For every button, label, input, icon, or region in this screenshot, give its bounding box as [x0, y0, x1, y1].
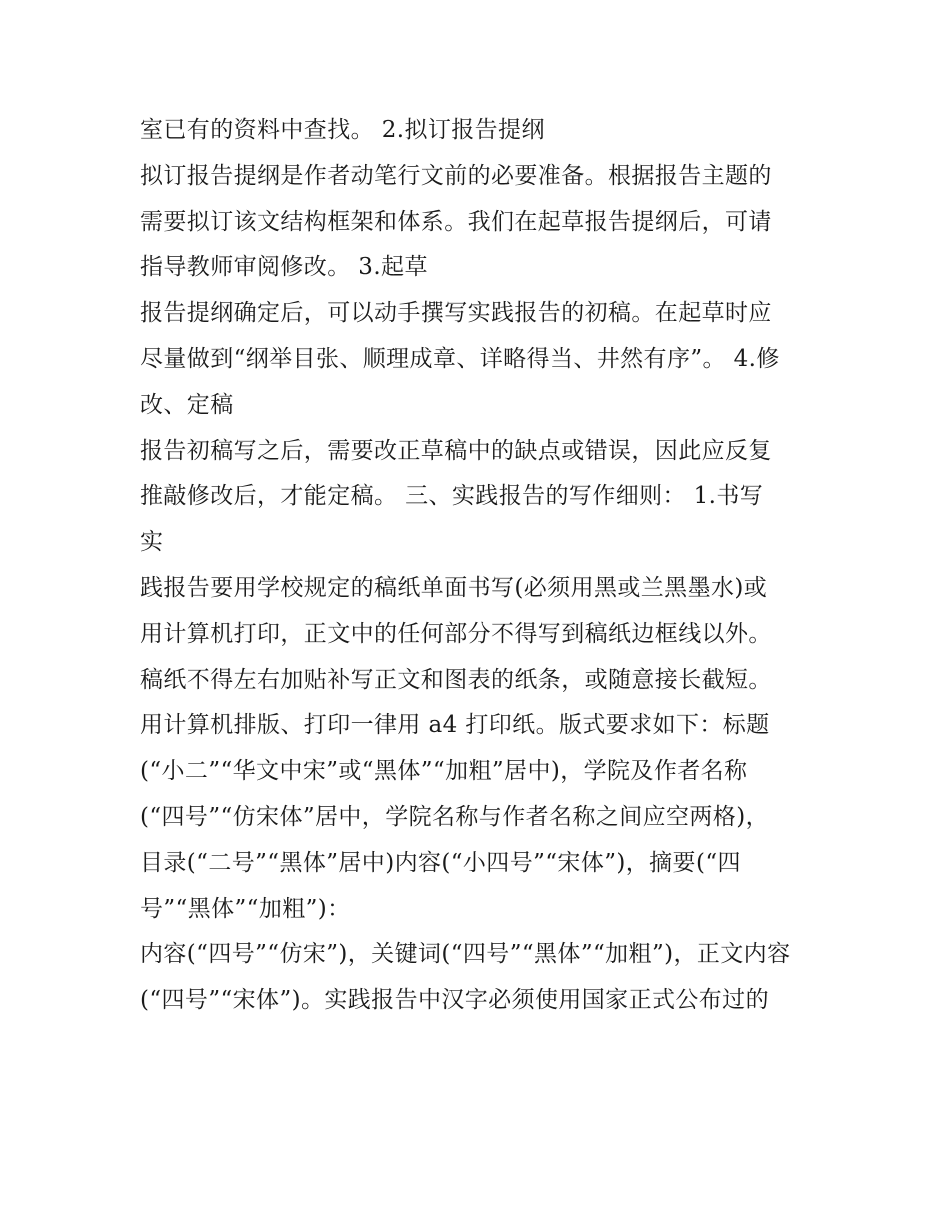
text-line: 室已有的资料中查找。 2.拟订报告提纲: [140, 117, 545, 143]
text-line: 尽量做到“纲举目张、顺理成章、详略得当、井然有序”。 4.修: [140, 345, 780, 372]
text-line: 践报告要用学校规定的稿纸单面书写(必须用黑或兰黑墨水)或: [140, 574, 768, 601]
text-line: 稿纸不得左右加贴补写正文和图表的纸条，或随意接长截短。: [140, 666, 772, 693]
text-line: 需要拟订该文结构框架和体系。我们在起草报告提纲后，可请: [140, 208, 772, 235]
text-line: 用计算机排版、打印一律用 a4 打印纸。版式要求如下：标题: [140, 712, 770, 739]
text-line: 指导教师审阅修改。 3.起草: [140, 254, 428, 281]
text-line: (“四号”“宋体”)。实践报告中汉字必须使用国家正式公布过的: [140, 987, 769, 1014]
text-line: 拟订报告提纲是作者动笔行文前的必要准备。根据报告主题的: [140, 162, 772, 189]
text-line: 实: [140, 529, 164, 556]
text-line: 目录(“二号”“黑体”居中)内容(“小四号”“宋体”)，摘要(“四: [140, 849, 741, 876]
text-line: 报告初稿写之后，需要改正草稿中的缺点或错误，因此应反复: [140, 437, 772, 464]
text-line: (“四号”“仿宋体”居中，学院名称与作者名称之间应空两格)，: [140, 803, 769, 830]
text-line: 报告提纲确定后，可以动手撰写实践报告的初稿。在起草时应: [140, 300, 772, 327]
text-line: 内容(“四号”“仿宋”)，关键词(“四号”“黑体”“加粗”)，正文内容: [140, 941, 791, 968]
text-line: 改、定稿: [140, 391, 234, 418]
text-line: (“小二”“华文中宋”或“黑体”“加粗”居中)，学院及作者名称: [140, 758, 748, 785]
document-body: [140, 108, 820, 1024]
text-line: 号”“黑体”“加粗”)：: [140, 895, 351, 922]
text-line: 推敲修改后，才能定稿。 三、实践报告的写作细则： 1.书写: [140, 483, 764, 510]
text-line: 用计算机打印，正文中的任何部分不得写到稿纸边框线以外。: [140, 620, 772, 647]
